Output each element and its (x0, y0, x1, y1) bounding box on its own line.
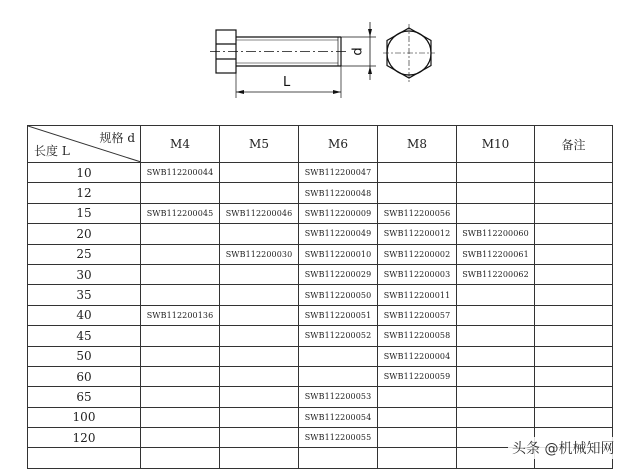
table-row (28, 264, 613, 284)
part-code-cell: SWB112200047 (299, 163, 378, 183)
bolt-spec-table (27, 125, 613, 469)
length-cell: 65 (28, 387, 141, 407)
part-code-cell (141, 346, 220, 366)
part-code-cell (535, 203, 613, 223)
part-code-cell (299, 346, 378, 366)
part-code-cell (220, 428, 299, 448)
part-code-cell (220, 448, 299, 468)
corner-header-cell (28, 126, 141, 163)
part-code-cell: SWB112200048 (299, 183, 378, 203)
length-cell: 60 (28, 366, 141, 386)
part-code-cell (299, 366, 378, 386)
part-code-cell (220, 346, 299, 366)
part-code-cell (457, 407, 535, 427)
part-code-cell: SWB112200050 (299, 285, 378, 305)
table-row (28, 387, 613, 407)
part-code-cell (457, 366, 535, 386)
part-code-cell: SWB112200061 (457, 244, 535, 264)
part-code-cell (457, 305, 535, 325)
length-label: L (283, 75, 291, 90)
part-code-cell (535, 326, 613, 346)
part-code-cell (141, 285, 220, 305)
part-code-cell: SWB112200054 (299, 407, 378, 427)
part-code-cell (457, 163, 535, 183)
table-row (28, 183, 613, 203)
part-code-cell (220, 326, 299, 346)
part-code-cell: SWB112200011 (378, 285, 457, 305)
part-code-cell (220, 183, 299, 203)
part-code-cell (535, 285, 613, 305)
part-code-cell: SWB112200002 (378, 244, 457, 264)
bolt-drawing (0, 0, 640, 110)
table-row (28, 326, 613, 346)
part-code-cell (141, 183, 220, 203)
part-code-cell: SWB112200057 (378, 305, 457, 325)
length-cell: 25 (28, 244, 141, 264)
part-code-cell: SWB112200059 (378, 366, 457, 386)
table-row (28, 285, 613, 305)
part-code-cell (378, 448, 457, 468)
part-code-cell (220, 285, 299, 305)
part-code-cell (220, 387, 299, 407)
bolt-drawing-svg (0, 0, 640, 110)
length-cell: 30 (28, 264, 141, 284)
part-code-cell: SWB112200051 (299, 305, 378, 325)
table-row (28, 346, 613, 366)
part-code-cell (141, 326, 220, 346)
part-code-cell (220, 366, 299, 386)
part-code-cell (220, 163, 299, 183)
part-code-cell (457, 203, 535, 223)
part-code-cell (220, 407, 299, 427)
part-code-cell (141, 366, 220, 386)
table-row (28, 366, 613, 386)
part-code-cell (378, 163, 457, 183)
part-code-cell (535, 387, 613, 407)
part-code-cell (378, 183, 457, 203)
part-code-cell (457, 387, 535, 407)
part-code-cell: SWB112200056 (378, 203, 457, 223)
part-code-cell: SWB112200049 (299, 224, 378, 244)
table-row (28, 305, 613, 325)
spec-d-label: 规格 d (99, 131, 135, 145)
column-header-remarks: 备注 (535, 126, 613, 163)
table-header-row (28, 126, 613, 163)
length-cell: 15 (28, 203, 141, 223)
part-code-cell: SWB112200004 (378, 346, 457, 366)
part-code-cell: SWB112200062 (457, 264, 535, 284)
part-code-cell (535, 407, 613, 427)
part-code-cell (535, 163, 613, 183)
part-code-cell: SWB112200055 (299, 428, 378, 448)
diameter-label: d (350, 47, 366, 56)
column-header-m4: M4 (141, 126, 220, 163)
part-code-cell (141, 387, 220, 407)
part-code-cell (378, 428, 457, 448)
part-code-cell: SWB112200058 (378, 326, 457, 346)
part-code-cell: SWB112200009 (299, 203, 378, 223)
part-code-cell (141, 448, 220, 468)
part-code-cell (457, 346, 535, 366)
part-code-cell (457, 285, 535, 305)
part-code-cell: SWB112200003 (378, 264, 457, 284)
part-code-cell (535, 183, 613, 203)
part-code-cell (535, 244, 613, 264)
part-code-cell: SWB112200046 (220, 203, 299, 223)
part-code-cell (141, 428, 220, 448)
part-code-cell (299, 448, 378, 468)
table-row (28, 203, 613, 223)
part-code-cell: SWB112200044 (141, 163, 220, 183)
part-code-cell (535, 346, 613, 366)
length-cell: 12 (28, 183, 141, 203)
part-code-cell (141, 264, 220, 284)
length-cell: 120 (28, 428, 141, 448)
part-code-cell (535, 224, 613, 244)
part-code-cell (378, 387, 457, 407)
part-code-cell (535, 305, 613, 325)
length-cell (28, 448, 141, 468)
part-code-cell: SWB112200060 (457, 224, 535, 244)
part-code-cell: SWB112200045 (141, 203, 220, 223)
part-code-cell (141, 407, 220, 427)
part-code-cell (457, 183, 535, 203)
column-header-m10: M10 (457, 126, 535, 163)
length-cell: 10 (28, 163, 141, 183)
part-code-cell (220, 264, 299, 284)
watermark: 头条 @机械知网 (508, 437, 618, 459)
length-cell: 50 (28, 346, 141, 366)
part-code-cell: SWB112200010 (299, 244, 378, 264)
part-code-cell: SWB112200030 (220, 244, 299, 264)
part-code-cell: SWB112200053 (299, 387, 378, 407)
part-code-cell: SWB112200012 (378, 224, 457, 244)
part-code-cell (141, 244, 220, 264)
length-cell: 100 (28, 407, 141, 427)
table-row (28, 407, 613, 427)
table-row (28, 163, 613, 183)
part-code-cell (141, 224, 220, 244)
length-cell: 45 (28, 326, 141, 346)
length-cell: 20 (28, 224, 141, 244)
length-cell: 40 (28, 305, 141, 325)
length-cell: 35 (28, 285, 141, 305)
column-header-m6: M6 (299, 126, 378, 163)
part-code-cell (220, 224, 299, 244)
part-code-cell: SWB112200052 (299, 326, 378, 346)
column-header-m8: M8 (378, 126, 457, 163)
part-code-cell (220, 305, 299, 325)
part-code-cell: SWB112200029 (299, 264, 378, 284)
part-code-cell: SWB112200136 (141, 305, 220, 325)
part-code-cell (535, 366, 613, 386)
column-header-m5: M5 (220, 126, 299, 163)
part-code-cell (535, 264, 613, 284)
length-l-label: 长度 L (34, 144, 70, 158)
part-code-cell (457, 326, 535, 346)
table-row (28, 244, 613, 264)
table-row (28, 224, 613, 244)
part-code-cell (378, 407, 457, 427)
